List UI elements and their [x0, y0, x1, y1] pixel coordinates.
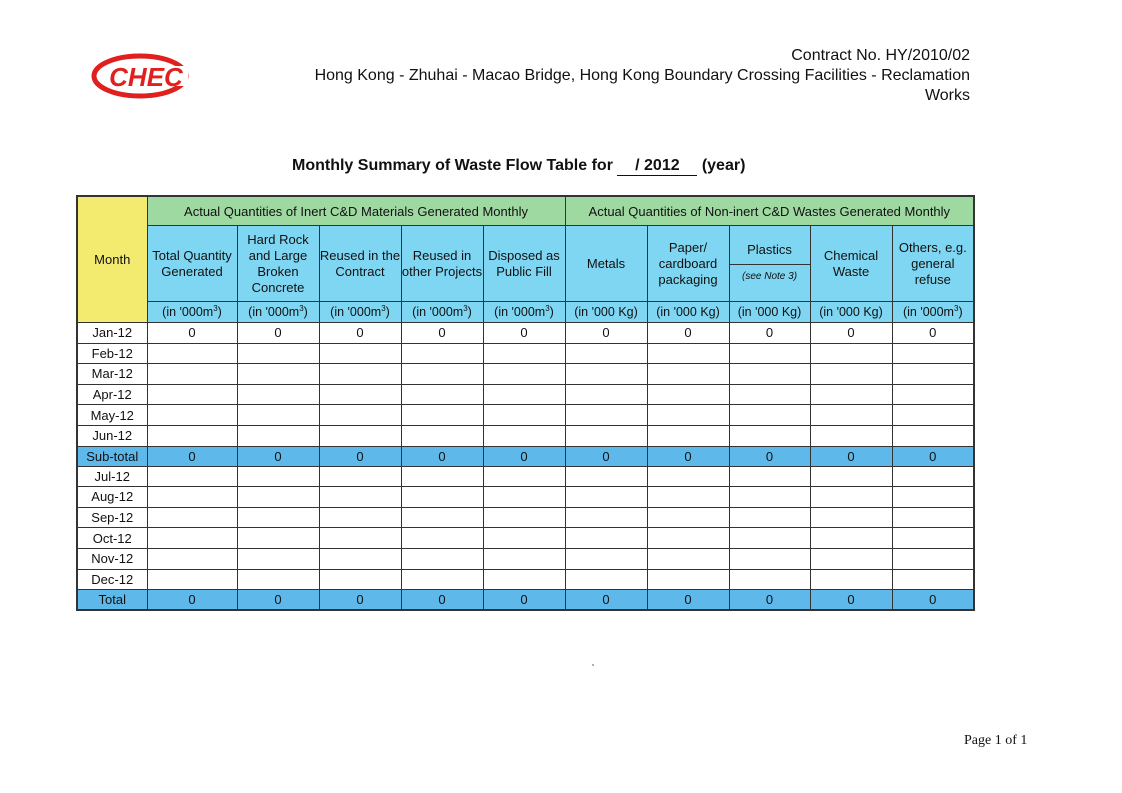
value-cell: 0 [810, 446, 892, 466]
value-cell [810, 466, 892, 487]
value-cell [483, 548, 565, 569]
month-header: Month [77, 196, 147, 323]
month-cell: Sub-total [77, 446, 147, 466]
table-title [292, 157, 745, 176]
value-cell: 0 [892, 323, 974, 344]
value-cell [647, 487, 729, 508]
value-cell [810, 487, 892, 508]
value-cell [810, 384, 892, 405]
table-row [77, 343, 974, 364]
value-cell: 0 [810, 323, 892, 344]
value-cell [401, 487, 483, 508]
table-row [77, 466, 974, 487]
value-cell: 0 [565, 323, 647, 344]
value-cell [892, 507, 974, 528]
value-cell [237, 384, 319, 405]
value-cell: 0 [483, 323, 565, 344]
month-cell: Jul-12 [77, 466, 147, 487]
value-cell [237, 528, 319, 549]
unit-cell: (in '$000m^3$) [892, 302, 974, 323]
value-cell [729, 466, 810, 487]
contract-number: Contract No. HY/2010/02 [791, 47, 970, 64]
month-cell: May-12 [77, 405, 147, 426]
value-cell [565, 425, 647, 446]
column-header [892, 226, 974, 302]
value-cell [401, 466, 483, 487]
column-header-label: Hard Rock and Large Broken Concrete [247, 231, 309, 295]
column-header-label: Others, e.g. general refuse [898, 239, 967, 287]
value-cell [147, 507, 237, 528]
value-cell [565, 548, 647, 569]
table-row [77, 405, 974, 426]
value-cell [647, 569, 729, 590]
value-cell [401, 364, 483, 385]
value-cell [810, 507, 892, 528]
value-cell [810, 364, 892, 385]
page-number: Page 1 of 1 [964, 733, 1028, 748]
value-cell: 0 [647, 590, 729, 611]
value-cell [892, 425, 974, 446]
table-row [77, 323, 974, 344]
value-cell: 0 [319, 323, 401, 344]
table-body [77, 323, 974, 611]
value-cell [892, 548, 974, 569]
title-prefix: Monthly Summary of Waste Flow Table for [292, 157, 613, 174]
value-cell [810, 548, 892, 569]
unit-cell: (in '000 Kg) [565, 302, 647, 323]
column-header-label: Total Quantity Generated [152, 247, 232, 279]
value-cell [401, 548, 483, 569]
value-cell [892, 364, 974, 385]
value-cell [147, 466, 237, 487]
value-cell [483, 405, 565, 426]
value-cell: 0 [147, 590, 237, 611]
value-cell [319, 507, 401, 528]
unit-cell: (in '$000m^3$) [147, 302, 237, 323]
project-title-line2: Works [924, 87, 970, 104]
value-cell [565, 466, 647, 487]
column-header [729, 226, 810, 302]
value-cell [237, 343, 319, 364]
column-header-label: Disposed as Public Fill [488, 247, 560, 279]
value-cell [892, 569, 974, 590]
value-cell [319, 487, 401, 508]
month-cell: Jun-12 [77, 425, 147, 446]
value-cell [565, 487, 647, 508]
value-cell: 0 [565, 590, 647, 611]
value-cell [729, 569, 810, 590]
value-cell [565, 528, 647, 549]
value-cell [810, 425, 892, 446]
column-header-label: Reused in other Projects [401, 247, 483, 279]
month-cell: Feb-12 [77, 343, 147, 364]
value-cell: 0 [565, 446, 647, 466]
unit-cell: (in '000 Kg) [810, 302, 892, 323]
value-cell: 0 [729, 590, 810, 611]
column-header [565, 226, 647, 302]
value-cell [483, 487, 565, 508]
value-cell: 0 [729, 323, 810, 344]
value-cell [565, 364, 647, 385]
table-row [77, 548, 974, 569]
value-cell [401, 343, 483, 364]
value-cell [647, 343, 729, 364]
value-cell [319, 405, 401, 426]
subtotal-row [77, 446, 974, 466]
value-cell [810, 569, 892, 590]
waste-flow-table [76, 195, 975, 611]
value-cell [565, 507, 647, 528]
value-cell [729, 384, 810, 405]
value-cell [147, 528, 237, 549]
value-cell [647, 466, 729, 487]
document-header [315, 46, 970, 106]
total-row [77, 590, 974, 611]
column-header-label: Paper/ cardboard packaging [658, 239, 718, 287]
value-cell [237, 364, 319, 385]
table-row [77, 507, 974, 528]
column-header-note: (see Note 3) [730, 264, 810, 285]
value-cell [729, 487, 810, 508]
value-cell [319, 569, 401, 590]
column-header-label: Plastics [747, 242, 792, 257]
table-row [77, 364, 974, 385]
column-header-label: Metals [586, 255, 626, 271]
value-cell [565, 343, 647, 364]
value-cell [319, 528, 401, 549]
value-cell [319, 343, 401, 364]
value-cell [483, 466, 565, 487]
column-header [810, 226, 892, 302]
value-cell: 0 [401, 323, 483, 344]
value-cell: 0 [729, 446, 810, 466]
value-cell [483, 528, 565, 549]
value-cell: 0 [237, 446, 319, 466]
value-cell [729, 548, 810, 569]
value-cell [483, 384, 565, 405]
value-cell [401, 405, 483, 426]
value-cell: 0 [892, 590, 974, 611]
table-row [77, 487, 974, 508]
value-cell: 0 [237, 323, 319, 344]
value-cell [892, 487, 974, 508]
month-cell: Total [77, 590, 147, 611]
column-header [483, 226, 565, 302]
month-cell: Dec-12 [77, 569, 147, 590]
value-cell [147, 569, 237, 590]
value-cell [237, 569, 319, 590]
value-cell [729, 343, 810, 364]
value-cell [237, 548, 319, 569]
value-cell [565, 405, 647, 426]
value-cell: 0 [647, 446, 729, 466]
value-cell [237, 487, 319, 508]
noninert-group-header: Actual Quantities of Non-inert C&D Wastes Generated Monthly [565, 196, 974, 226]
value-cell [892, 528, 974, 549]
inert-group-header: Actual Quantities of Inert C&D Materials Generated Monthly [147, 196, 565, 226]
value-cell [319, 425, 401, 446]
column-header [237, 226, 319, 302]
value-cell [147, 487, 237, 508]
value-cell [647, 384, 729, 405]
value-cell [147, 425, 237, 446]
value-cell [892, 384, 974, 405]
column-header-label: Reused in the Contract [319, 247, 401, 279]
month-cell: Aug-12 [77, 487, 147, 508]
value-cell [565, 384, 647, 405]
value-cell: 0 [483, 590, 565, 611]
value-cell [401, 569, 483, 590]
title-suffix: (year) [701, 157, 746, 174]
value-cell: 0 [647, 323, 729, 344]
year-field: / 2012 [617, 157, 697, 176]
column-header [319, 226, 401, 302]
value-cell [147, 384, 237, 405]
value-cell [483, 507, 565, 528]
value-cell: 0 [401, 446, 483, 466]
value-cell: 0 [319, 590, 401, 611]
unit-cell: (in '000 Kg) [647, 302, 729, 323]
value-cell [401, 384, 483, 405]
unit-cell: (in '$000m^3$) [319, 302, 401, 323]
month-cell: Apr-12 [77, 384, 147, 405]
column-header [401, 226, 483, 302]
value-cell [647, 528, 729, 549]
value-cell [892, 405, 974, 426]
scan-speck [592, 664, 594, 666]
value-cell [401, 425, 483, 446]
value-cell [810, 405, 892, 426]
value-cell [237, 425, 319, 446]
chec-logo [88, 52, 196, 100]
value-cell [647, 548, 729, 569]
value-cell [147, 405, 237, 426]
value-cell [647, 507, 729, 528]
column-header-row [77, 226, 974, 302]
value-cell [483, 569, 565, 590]
value-cell [147, 343, 237, 364]
value-cell: 0 [401, 590, 483, 611]
value-cell [810, 343, 892, 364]
table-row [77, 384, 974, 405]
value-cell [647, 364, 729, 385]
value-cell [483, 343, 565, 364]
value-cell [729, 364, 810, 385]
unit-cell: (in '000 Kg) [729, 302, 810, 323]
value-cell: 0 [892, 446, 974, 466]
value-cell [810, 528, 892, 549]
value-cell: 0 [147, 446, 237, 466]
value-cell [237, 507, 319, 528]
value-cell [483, 364, 565, 385]
value-cell [729, 425, 810, 446]
value-cell [319, 466, 401, 487]
value-cell [401, 507, 483, 528]
month-cell: Nov-12 [77, 548, 147, 569]
unit-cell: (in '$000m^3$) [237, 302, 319, 323]
value-cell [319, 364, 401, 385]
unit-cell: (in '$000m^3$) [401, 302, 483, 323]
unit-row [77, 302, 974, 323]
value-cell: 0 [147, 323, 237, 344]
value-cell: 0 [483, 446, 565, 466]
month-cell: Oct-12 [77, 528, 147, 549]
value-cell [483, 425, 565, 446]
column-header [647, 226, 729, 302]
value-cell [319, 384, 401, 405]
value-cell [565, 569, 647, 590]
value-cell: 0 [319, 446, 401, 466]
value-cell [319, 548, 401, 569]
logo-text: CHEC [109, 62, 183, 92]
table-row [77, 528, 974, 549]
value-cell [237, 466, 319, 487]
unit-cell: (in '$000m^3$) [483, 302, 565, 323]
value-cell [647, 405, 729, 426]
month-cell: Mar-12 [77, 364, 147, 385]
table-row [77, 569, 974, 590]
column-header [147, 226, 237, 302]
value-cell [892, 343, 974, 364]
value-cell [147, 364, 237, 385]
value-cell [892, 466, 974, 487]
value-cell [401, 528, 483, 549]
column-header-label: Chemical Waste [823, 247, 879, 279]
value-cell [237, 405, 319, 426]
project-title-line1: Hong Kong - Zhuhai - Macao Bridge, Hong Kong Boundary Crossing Facilities - Reclamation [314, 67, 970, 84]
value-cell [729, 528, 810, 549]
value-cell [147, 548, 237, 569]
value-cell [729, 507, 810, 528]
value-cell [647, 425, 729, 446]
value-cell: 0 [810, 590, 892, 611]
month-cell: Jan-12 [77, 323, 147, 344]
table-row [77, 425, 974, 446]
month-cell: Sep-12 [77, 507, 147, 528]
value-cell [729, 405, 810, 426]
value-cell: 0 [237, 590, 319, 611]
